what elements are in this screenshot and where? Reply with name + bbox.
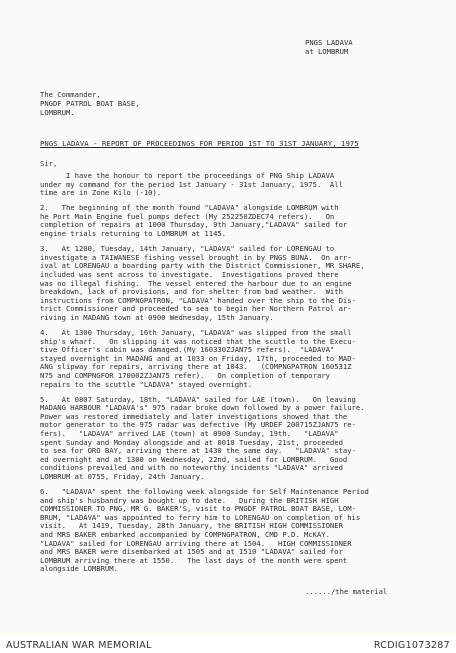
archive-name: AUSTRALIAN WAR MEMORIAL xyxy=(6,640,152,651)
continuation-note: ....../the material xyxy=(305,587,388,596)
address-line-1: PNGS LADAVA xyxy=(305,38,353,47)
paragraph-4: 4. At 1300 Thursday, 16th January, "LADAVA" was slipped from the small ship's wharf. On slipping it was noticed that the scuttle to the Execu- tive Officer's cabin was damaged.(My 160330ZJAN75 refers). "LADAVA" stayed overnight in MADANG and at 1033 on Friday, 17th, proceeded to MAD- ANG slipway for repairs, arriving there at 1043. (COMPNGPATRON 160531Z N75 and COMPNGFOR 170002ZJAN75 refer). On completion of temporary repairs to the scuttle "LADAVA" stayed overnight. xyxy=(40,328,356,389)
paragraph-1: I have the honour to report the proceedings of PNG Ship LADAVA under my command for the period 1st January - 31st January, 1975. All time are in Zone Kilo (-10). xyxy=(40,171,343,198)
sender-address xyxy=(305,38,353,56)
recipient-line-1: The Commander, xyxy=(40,90,101,99)
paragraph-5: 5. At 0807 Saturday, 18th, "LADAVA" sailed for LAE (town). On leaving MADANG HARBOUR "LADAVA's" 975 radar broke down followed by a power failure. Power was restored immediately and later investigations showed that the motor generator to the 975 radar was defective (My URDEF 200715ZJAN75 re- fers). "LADAVA" arrived LAE (town) at 0900 Sunday, 19th. "LADAVA" spent Sunday and Monday alongside and at 0010 Tuesday, 21st, proceeded to sea for ORO BAY, arriving there at 1430 the same day. "LADAVA" stay- ed overnight and at 1300 on Wednesday, 22nd, sailed for LOMBRUM. Good conditions prevailed and with no noteworthy incidents "LADAVA" arrived LOMBRUM at 0755, Friday, 24th January. xyxy=(40,394,365,481)
report-title: PNGS LADAVA - REPORT OF PROCEEDINGS FOR PERIOD 1ST TO 31ST JANUARY, 1975 xyxy=(40,139,359,148)
archive-footer xyxy=(0,636,456,653)
recipient-line-3: LOMBRUM. xyxy=(40,108,75,117)
recipient-line-2: PNGDF PATROL BOAT BASE, xyxy=(40,99,140,108)
address-line-2: at LOMBRUM xyxy=(305,47,349,56)
paragraph-3: 3. At 1200, Tuesday, 14th January, "LADAVA" sailed for LORENGAU to investigate a TAIWANESE fishing vessel brought in by PNGS BUNA. On arr- ival at LORENGAU a boarding party with the District Commissioner, MR SHARE, included was sent across to investigate. Investigations proved there was no illegal fishing. The vessel entered the harbour due to an engine breakdown, lack of provisions, and for shelter from bad weather. With instructions from COMPNGPATRON, "LADAVA" handed over the ship to the Dis- trict Commissioner and proceeded to sea to begin her Northern Patrol ar- riving in MADANG town at 0900 Wednesday, 15th January. xyxy=(40,244,365,322)
recipient-address xyxy=(40,90,140,117)
paragraph-6: 6. "LADAVA" spent the following week alongside for Self Maintenance Period and ship's husbandry was bought up to date. During the BRITISH HIGH COMMISSIONER TO PNG, MR G. BAKER'S, visit to PNGDF PATROL BOAT BASE, LOM- BRUM, "LADAVA" was appointed to ferry him to LORENGAU on completion of his visit. At 1419, Tuesday, 28th January, the BRITISH HIGH COMMISSIONER and MRS BAKER embarked accompanied by COMPNGPATRON, CMD P.D. McKAY. "LADAVA" sailed for LORENGAU arriving there at 1504. HIGH COMMISSIONER and MRS BAKER were disembarked at 1505 and at 1510 "LADAVA" sailed for LOMBRUM arriving there at 1550. The last days of the month were spent alongside LOMBRUM. xyxy=(40,487,369,574)
report-body xyxy=(40,172,424,581)
salutation: Sir, xyxy=(40,159,58,168)
paragraph-2: 2. The beginning of the month found "LADAVA" alongside LOMBRUM with he Port Main Engine fuel pumps defect (My 252250ZDEC74 refers). On completion of repairs at 1000 Thursday, 9th January,"LADAVA" sailed for engine trials returning to LOMBRUM at 1145. xyxy=(40,203,348,239)
archive-id: RCDIG1073287 xyxy=(373,640,450,651)
